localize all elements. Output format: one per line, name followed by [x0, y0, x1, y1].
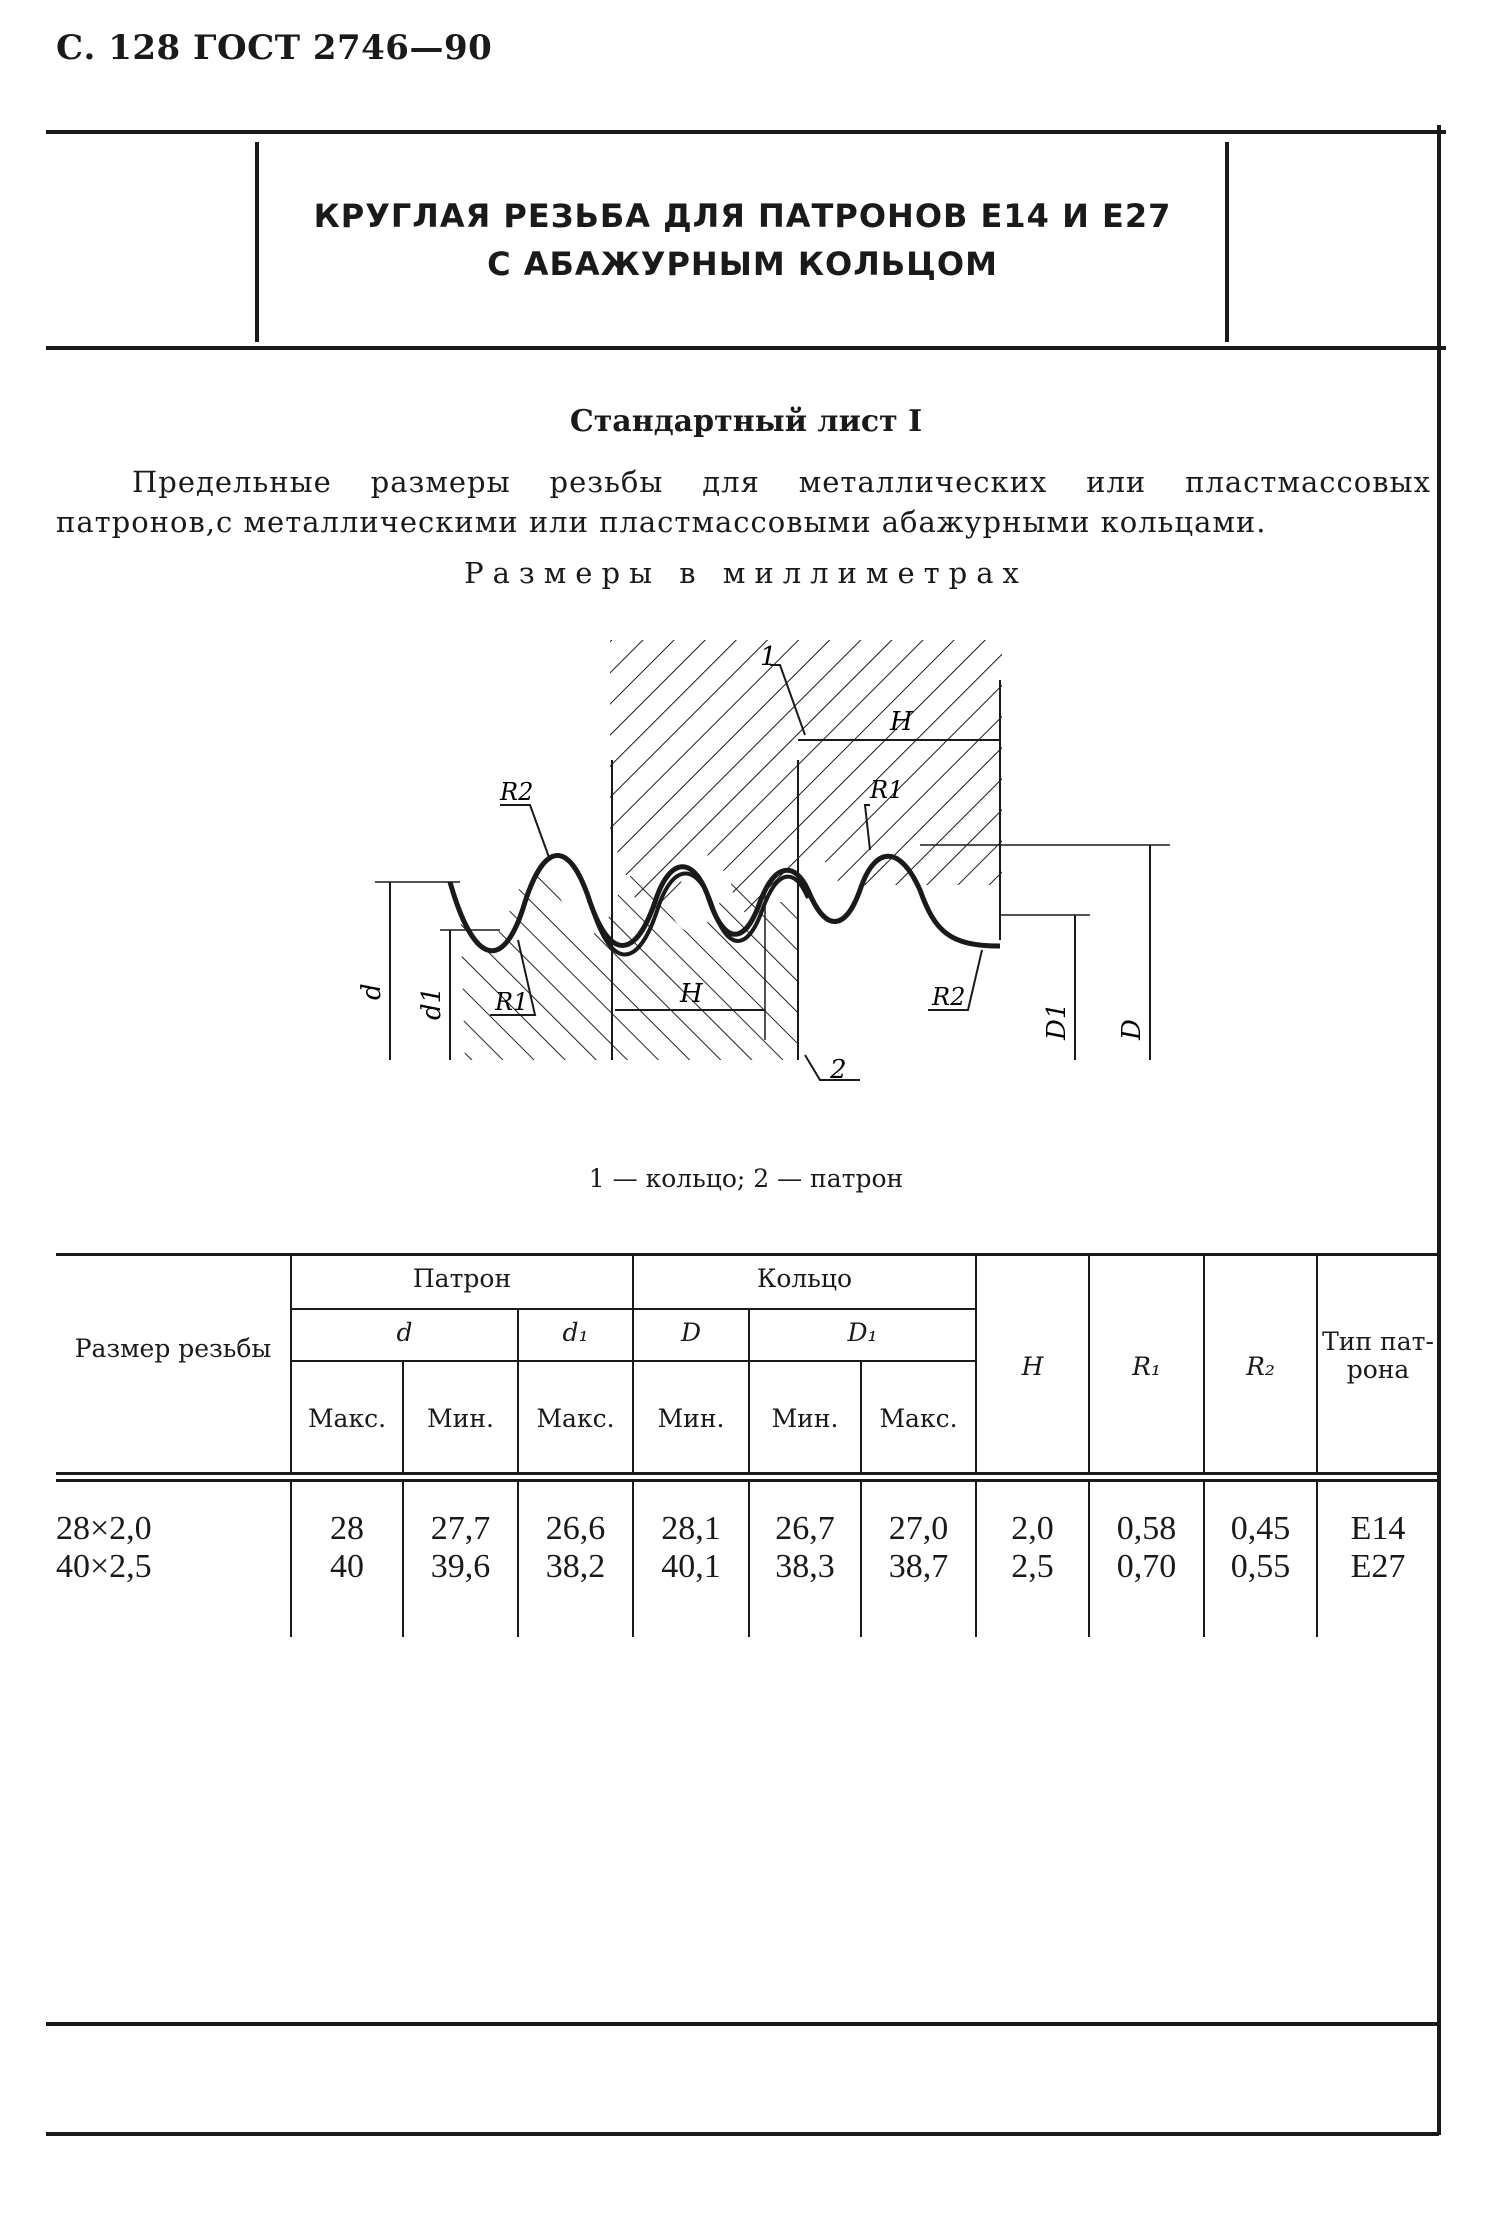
title-box-bottom-border	[46, 346, 1446, 350]
label-r1-bottom: R1	[495, 988, 529, 1016]
units-note: Размеры в миллиметрах	[464, 556, 1028, 590]
header-d1-max: Макс.	[536, 1404, 615, 1433]
table-top-border	[56, 1253, 1439, 1256]
header-D-min: Мин.	[657, 1404, 725, 1433]
cell-size: 28×2,0	[56, 1510, 152, 1547]
header-D: D	[680, 1318, 702, 1347]
header-d-max: Макс.	[307, 1404, 387, 1433]
header-H: H	[1021, 1352, 1044, 1381]
label-r2-top: R2	[500, 778, 534, 806]
label-D: D	[1117, 1019, 1147, 1040]
sheet-heading: Стандартный лист I	[569, 404, 923, 439]
cell-D1-min: 26,7	[775, 1510, 835, 1547]
title-line-1: КРУГЛАЯ РЕЗЬБА ДЛЯ ПАТРОНОВ Е14 И Е27	[313, 197, 1172, 235]
cell-type: E14	[1350, 1510, 1406, 1547]
title-box-top-border	[46, 130, 1446, 134]
cell-D1-max: 38,7	[888, 1548, 949, 1585]
cell-D-min: 28,1	[661, 1510, 721, 1547]
label-r1-top: R1	[870, 776, 904, 804]
cell-R1: 0,70	[1116, 1548, 1177, 1585]
label-pitch-top: H	[890, 707, 913, 737]
subheader-line	[634, 1308, 975, 1310]
cell-D1-min: 38,3	[775, 1548, 835, 1585]
cell-R2: 0,45	[1230, 1510, 1291, 1547]
label-r2-bottom: R2	[932, 983, 966, 1011]
cell-d-min: 39,6	[430, 1548, 491, 1585]
cell-d-max: 28	[330, 1510, 364, 1547]
title-line-2: С АБАЖУРНЫМ КОЛЬЦОМ	[487, 245, 998, 283]
label-d1: d1	[417, 986, 447, 1020]
bottom-rule-1	[46, 2022, 1439, 2026]
cell-type: E27	[1350, 1548, 1406, 1585]
label-D1: D1	[1042, 1002, 1072, 1040]
page-header: С. 128 ГОСТ 2746—90	[56, 28, 493, 68]
table-header-bottom-border	[56, 1472, 1439, 1475]
subheader-line	[292, 1360, 975, 1362]
header-D1: D₁	[847, 1318, 878, 1347]
header-size: Размер резьбы	[74, 1334, 272, 1363]
header-chuck: Патрон	[412, 1264, 512, 1293]
page-right-border	[1437, 125, 1441, 2135]
label-d: d	[357, 983, 387, 1000]
cell-H: 2,0	[1011, 1510, 1054, 1547]
label-chuck-ref: 2	[830, 1055, 847, 1085]
cell-R2: 0,55	[1230, 1548, 1291, 1585]
label-pitch-bottom: H	[680, 979, 703, 1009]
cell-d-min: 27,7	[430, 1510, 491, 1547]
cell-D-min: 40,1	[661, 1548, 721, 1585]
title-box-right-border	[1225, 142, 1229, 342]
cell-d1-max: 26,6	[545, 1510, 606, 1547]
cell-R1: 0,58	[1116, 1510, 1177, 1547]
header-d-min: Мин.	[427, 1404, 494, 1433]
header-D1-max: Макс.	[879, 1404, 958, 1433]
table-row	[56, 1510, 1439, 1550]
figure-caption: 1 — кольцо; 2 — патрон	[588, 1164, 904, 1193]
intro-paragraph: Предельные размеры резьбы для металлических или пластмассовых патронов,с металлическими или пластмассовыми абажурными кольцами.	[56, 465, 1431, 539]
cell-d1-max: 38,2	[545, 1548, 606, 1585]
cell-d-max: 40	[330, 1548, 364, 1585]
cell-H: 2,5	[1011, 1548, 1054, 1585]
header-ring: Кольцо	[756, 1264, 853, 1293]
bottom-rule-2	[46, 2132, 1439, 2136]
chuck-section	[460, 872, 798, 1060]
header-D1-min: Мин.	[771, 1404, 839, 1433]
document-title	[260, 192, 1225, 288]
header-R1: R₁	[1132, 1352, 1161, 1381]
table-row	[56, 1548, 1439, 1588]
header-R2: R₂	[1246, 1352, 1275, 1381]
label-ring-ref: 1	[760, 642, 777, 672]
header-type: Тип пат-рона	[1322, 1327, 1434, 1384]
title-box-left-border	[255, 142, 259, 342]
header-d: d	[396, 1318, 413, 1347]
cell-D1-max: 27,0	[888, 1510, 949, 1547]
cell-size: 40×2,5	[56, 1548, 152, 1585]
thread-profile-drawing	[300, 640, 1200, 1110]
header-d1: d₁	[562, 1318, 589, 1347]
subheader-line	[292, 1308, 632, 1310]
